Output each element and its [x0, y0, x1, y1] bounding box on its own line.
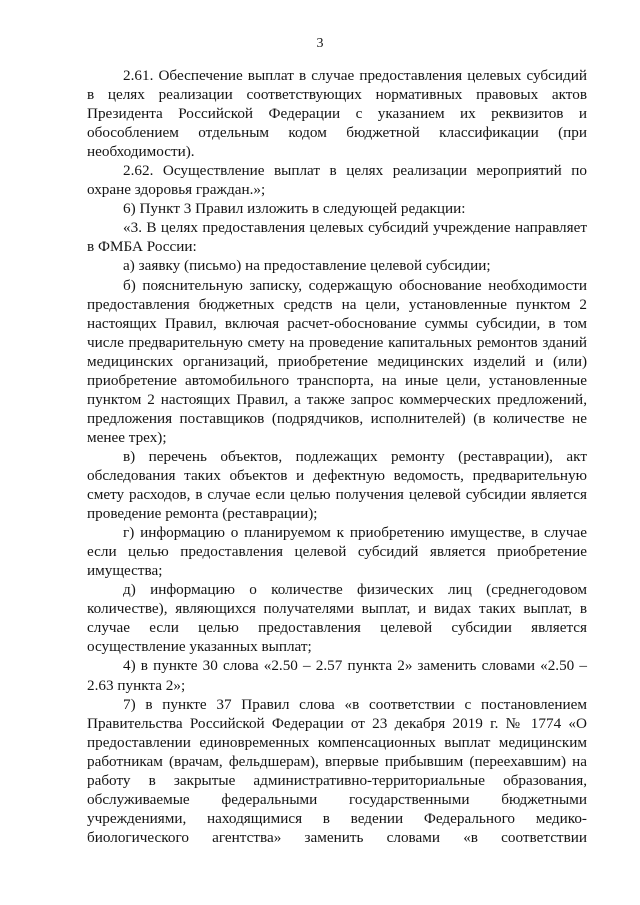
- paragraph-2-61: 2.61. Обеспечение выплат в случае предоставления целевых субсидий в целях реализации соответствующих нормативных правовых актов Президента Российской Федерации с указанием их реквизитов и обособлением отдельным кодом бюджетной классификации (при необходимости).: [87, 67, 587, 161]
- paragraph-item-6: 6) Пункт 3 Правил изложить в следующей редакции:: [123, 200, 466, 218]
- paragraph-2-62: 2.62. Осуществление выплат в целях реализации мероприятий по охране здоровья граждан.»;: [87, 162, 587, 199]
- paragraph-subitem-b: б) пояснительную записку, содержащую обоснование необходимости предоставления бюджетных средств на цели, установленные пунктом 2 настоящих Правил, включая расчет-обоснование суммы субсидии, в том числе предварительную смету на проведение капитальных ремонтов зданий медицинских организаций, приобретение медицинских изделий и (или) приобретение автомобильного транспорта, на иные цели, установленные пунктом 2 настоящих Правил, а также запрос коммерческих предложений, предложения поставщиков (подрядчиков, исполнителей) (в количестве не менее трех);: [87, 276, 587, 446]
- paragraph-point-3: «3. В целях предоставления целевых субсидий учреждение направляет в ФМБА России:: [87, 219, 587, 256]
- document-body: [87, 66, 587, 847]
- paragraph-subitem-g: г) информацию о планируемом к приобретению имуществе, в случае если целью предоставления целевой субсидий является приобретение имущества;: [87, 524, 587, 580]
- paragraph-item-7: 7) в пункте 37 Правил слова «в соответствии с постановлением Правительства Российской Федерации от 23 декабря 2019 г. № 1774 «О предоставлении единовременных компенсационных выплат медицинским работникам (врачам, фельдшерам), впервые прибывшим (переехавшим) на работу в закрытые административно-территориальные образования, обслуживаемые федеральными государственными бюджетными учреждениями, находящимися в ведении Федерального медико-биологического агентства» заменить словами «в соответствии: [87, 695, 587, 846]
- paragraph-subitem-d: д) информацию о количестве физических лиц (среднегодовом количестве), являющихся получателями выплат, и видах таких выплат, в случае если целью предоставления целевой субсидии является осуществление указанных выплат;: [87, 581, 587, 656]
- paragraph-item-4: 4) в пункте 30 слова «2.50 – 2.57 пункта 2» заменить словами «2.50 – 2.63 пункта 2»;: [87, 657, 587, 694]
- paragraph-subitem-a: а) заявку (письмо) на предоставление целевой субсидии;: [123, 257, 491, 275]
- page-number: 3: [316, 36, 324, 51]
- paragraph-subitem-v: в) перечень объектов, подлежащих ремонту (реставрации), акт обследования таких объектов и дефектную ведомость, предварительную смету расходов, в случае если целью получения целевой субсидии является проведение ремонта (реставрации);: [87, 447, 587, 523]
